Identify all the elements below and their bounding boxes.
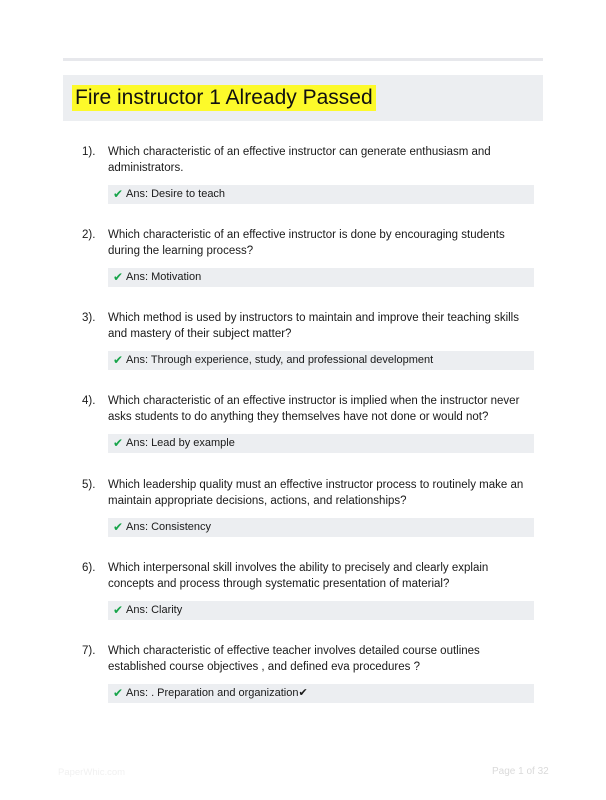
- checkmark-icon: ✔: [113, 686, 124, 700]
- question-text: Which characteristic of an effective instructor can generate enthusiasm and administrators.: [108, 146, 491, 174]
- title-banner: [63, 75, 543, 121]
- answer-box: [108, 518, 534, 537]
- answer-box: [108, 268, 534, 287]
- question-number: 7).: [82, 645, 96, 657]
- answer-text: Ans: Clarity: [126, 604, 183, 616]
- footer-watermark: PaperWhic.com: [58, 767, 126, 778]
- answer-box: [108, 185, 534, 204]
- top-divider: [63, 58, 543, 61]
- question-item: [0, 478, 606, 558]
- answer-text: Ans: Desire to teach: [126, 188, 226, 200]
- question-text: Which characteristic of an effective instructor is implied when the instructor never asks students to do anything they themselves have not done or would not?: [108, 395, 520, 423]
- checkmark-icon: ✔: [113, 436, 124, 450]
- answer-text: Ans: Consistency: [126, 521, 211, 533]
- question-text: Which leadership quality must an effective instructor process to routinely make an maintain appropriate decisions, actions, and relationships?: [108, 479, 524, 507]
- answer-box: [108, 351, 534, 370]
- answer-box: [108, 601, 534, 620]
- question-number: 5).: [82, 479, 96, 491]
- question-item: [0, 228, 606, 308]
- question-text: Which characteristic of an effective instructor is done by encouraging students during the learning process?: [108, 229, 505, 257]
- answer-text: Ans: Through experience, study, and professional development: [126, 354, 434, 366]
- question-text: Which interpersonal skill involves the ability to precisely and clearly explain concepts and process through systematic presentation of material?: [108, 562, 489, 590]
- question-item: [0, 394, 606, 474]
- answer-box: [108, 434, 534, 453]
- question-item: [0, 644, 606, 724]
- question-number: 3).: [82, 312, 96, 324]
- question-number: 4).: [82, 395, 96, 407]
- page-number: Page 1 of 32: [492, 766, 549, 777]
- answer-box: [108, 684, 534, 703]
- checkmark-icon: ✔: [113, 187, 124, 201]
- question-text: Which method is used by instructors to maintain and improve their teaching skills and mastery of their subject matter?: [108, 312, 519, 340]
- checkmark-icon: ✔: [113, 270, 124, 284]
- question-number: 2).: [82, 229, 96, 241]
- question-number: 1).: [82, 146, 96, 158]
- checkmark-icon: ✔: [113, 353, 124, 367]
- document-title: Fire instructor 1 Already Passed: [72, 85, 376, 111]
- checkmark-icon: ✔: [113, 520, 124, 534]
- answer-text: Ans: Motivation: [126, 271, 202, 283]
- question-number: 6).: [82, 562, 96, 574]
- question-item: [0, 145, 606, 225]
- answer-text: Ans: . Preparation and organization✔: [126, 687, 308, 699]
- checkmark-icon: ✔: [113, 603, 124, 617]
- question-text: Which characteristic of effective teacher involves detailed course outlines established course objectives , and defined eva procedures ?: [108, 645, 480, 673]
- question-item: [0, 561, 606, 641]
- question-item: [0, 311, 606, 391]
- answer-text: Ans: Lead by example: [126, 437, 235, 449]
